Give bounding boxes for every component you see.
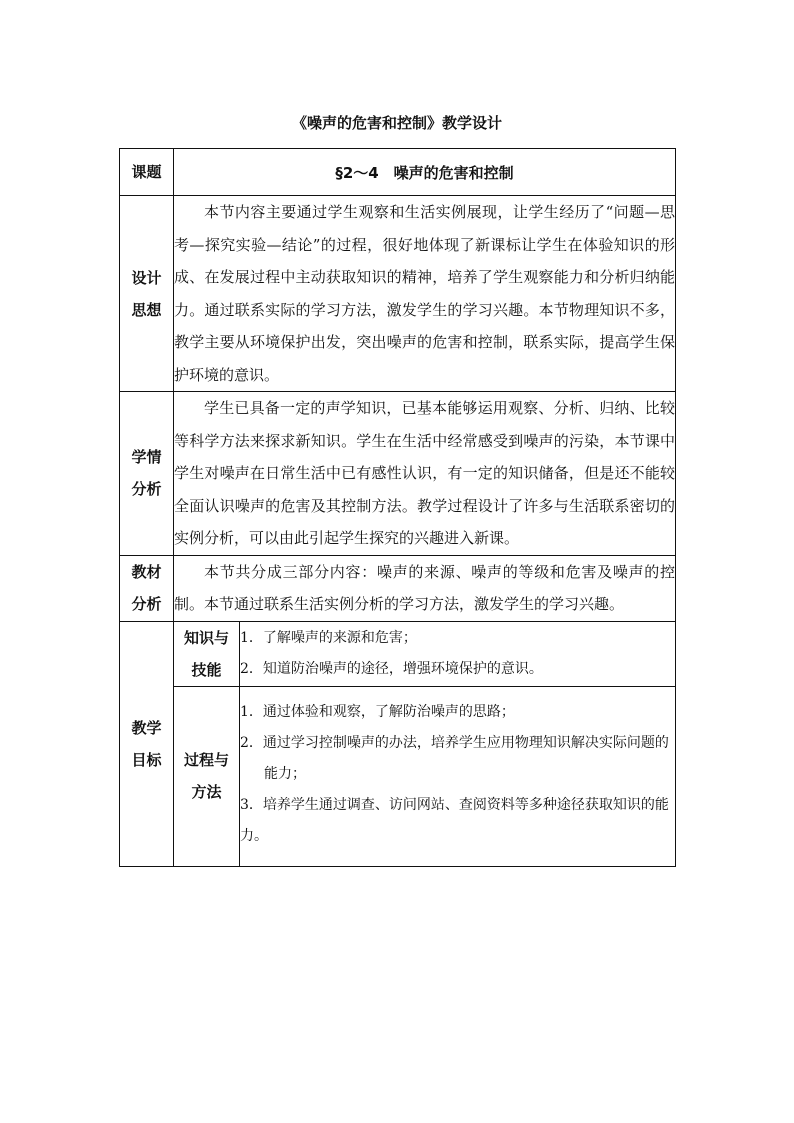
knowledge-label: 知识与技能 bbox=[183, 628, 229, 679]
knowledge-item: 2．知道防治噪声的途径，增强环境保护的意识。 bbox=[240, 660, 543, 677]
process-label: 过程与方法 bbox=[183, 751, 229, 801]
process-item: 能力； bbox=[264, 765, 306, 782]
design-idea-label: 设计思想 bbox=[131, 268, 162, 319]
process-item: 3．培养学生通过调查、访问网站、查阅资料等多种途径获取知识的能力。 bbox=[240, 796, 669, 844]
objectives-label: 教学目标 bbox=[131, 718, 162, 769]
objectives-process-row bbox=[120, 686, 676, 866]
process-label-cell bbox=[174, 686, 240, 866]
material-analysis-label: 教材分析 bbox=[131, 563, 162, 613]
design-idea-label-cell bbox=[120, 196, 174, 392]
knowledge-item: 1．了解噪声的来源和危害； bbox=[240, 629, 417, 646]
student-analysis-label-cell bbox=[120, 392, 174, 556]
knowledge-label-cell bbox=[174, 621, 240, 686]
material-analysis-text: 本节共分成三部分内容：噪声的来源、噪声的等级和危害及噪声的控制。本节通过联系生活实例分析的学习方法，激发学生的学习兴趣。 bbox=[174, 555, 676, 621]
student-analysis-text: 学生已具备一定的声学知识，已基本能够运用观察、分析、归纳、比较等科学方法来探求新知识。学生在生活中经常感受到噪声的污染，本节课中学生对噪声在日常生活中已有感性认识，有一定的知识储备，但是还不能较全面认识噪声的危害及其控制方法。教学过程设计了许多与生活联系密切的实例分析，可以由此引起学生探究的兴趣进入新课。 bbox=[174, 392, 676, 556]
process-items bbox=[240, 686, 676, 866]
lesson-design-table bbox=[119, 148, 676, 867]
process-item: 1．通过体验和观察，了解防治噪声的思路； bbox=[240, 703, 515, 720]
topic-value: §2～4 噪声的危害和控制 bbox=[174, 149, 676, 196]
process-item: 2．通过学习控制噪声的办法，培养学生应用物理知识解决实际问题的 bbox=[240, 734, 669, 751]
student-analysis-row bbox=[120, 392, 676, 556]
design-idea-text: 本节内容主要通过学生观察和生活实例展现，让学生经历了“问题—思考—探究实验—结论”的过程，很好地体现了新课标让学生在体验知识的形成、在发展过程中主动获取知识的精神，培养了学生观察能力和分析归纳能力。通过联系实际的学习方法，激发学生的学习兴趣。本节物理知识不多，教学主要从环境保护出发，突出噪声的危害和控制，联系实际，提高学生保护环境的意识。 bbox=[174, 196, 676, 392]
document-title: 《噪声的危害和控制》教学设计 bbox=[291, 114, 502, 132]
topic-label: 课题 bbox=[120, 149, 174, 196]
material-analysis-row bbox=[120, 555, 676, 621]
material-analysis-label-cell bbox=[120, 555, 174, 621]
knowledge-items bbox=[240, 621, 676, 686]
objectives-label-cell bbox=[120, 621, 174, 866]
design-idea-row bbox=[120, 196, 676, 392]
objectives-knowledge-row bbox=[120, 621, 676, 686]
student-analysis-label: 学情分析 bbox=[131, 448, 162, 499]
topic-row bbox=[120, 149, 676, 196]
